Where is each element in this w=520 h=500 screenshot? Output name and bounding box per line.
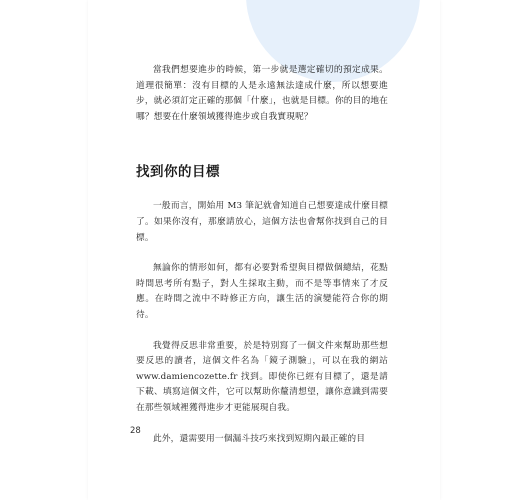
page-number: 28 [130, 426, 141, 436]
book-page [88, 0, 440, 500]
intro-paragraph: 當我們想要進步的時候，第一步就是選定確切的預定成果。道理很簡單：沒有目標的人是永遠無法達成什麼，所以想要進步，就必須訂定正確的那個「什麼」，也就是目標。你的目的地在哪？想要在什麼領域獲得進步或自我實現呢？ [136, 65, 388, 122]
section-heading: 找到你的目標 [136, 164, 220, 181]
body-paragraph-1: 一般而言，開始用 M3 筆記就會知道自己想要達成什麼目標了。如果你沒有，那麼請放心，這個方法也會幫你找到自己的目標。 [136, 201, 388, 243]
body-paragraph-2: 無論你的情形如何，都有必要對希望與目標做個總結，花點時間思考所有點子，對人生採取主動，而不是等事情來了才反應。在時間之流中不時修正方向，讓生活的演變能符合你的期待。 [136, 263, 388, 320]
body-paragraph-4: 此外，還需要用一個漏斗技巧來找到短期內最正確的目 [153, 433, 366, 444]
page-content [136, 63, 388, 447]
body-paragraph-3: 我覺得反思非常重要，於是特別寫了一個文件來幫助那些想要反思的讀者，這個文件名為「鏡子測驗」，可以在我的網站 www.damiencozette.fr 找到。即使你已經有目標了，還是請下載、填寫這個文件，它可以幫助你釐清想望，讓你意識到需要在那些領域裡獲得進步才更能展現自我。 [136, 340, 388, 413]
